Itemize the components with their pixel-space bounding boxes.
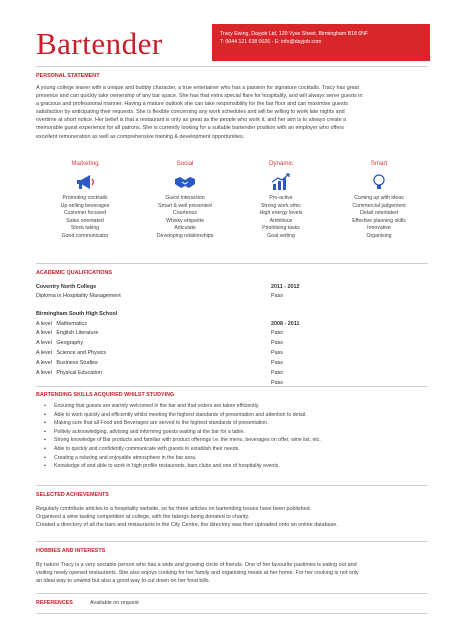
references-value: Available on request bbox=[90, 600, 139, 606]
qualification-row bbox=[36, 370, 428, 378]
cv-title: Bartender bbox=[36, 26, 163, 61]
qualification-row bbox=[36, 321, 428, 329]
achievement-line: Regularly contribute articles to a hospitality website, so far three articles on bartending issues have been published. bbox=[36, 506, 312, 512]
section-heading-academic: ACADEMIC QUALIFICATIONS bbox=[36, 270, 112, 276]
hobby-line: By nature Tracy is a very sociable person who has a wide and growing circle of friends. One of her favourite pastimes is eating out and bbox=[36, 562, 357, 568]
list-item: ▪ Making sure that all Food and Beverages are served to the highest standards of presentation. bbox=[36, 419, 428, 428]
section-heading-references: REFERENCES bbox=[36, 600, 73, 606]
skill-item: Prioritising tasks bbox=[262, 225, 300, 232]
skill-item: Developing relationships bbox=[156, 232, 214, 239]
skill-item: Whisky etiquette bbox=[165, 217, 205, 224]
skill-item: Commercial judgement bbox=[352, 202, 406, 209]
skill-item: Smart & well presented bbox=[158, 202, 212, 209]
divider bbox=[36, 263, 428, 264]
qualification-row bbox=[36, 360, 428, 368]
list-item: ▪ Creating a relaxing and enjoyable atmosphere in the bar area. bbox=[36, 454, 428, 463]
skill-item: Guest interaction bbox=[165, 195, 205, 201]
skill-item: Courteous bbox=[173, 210, 197, 217]
skill-item: Customer focused bbox=[63, 210, 107, 217]
level-label: A level bbox=[36, 370, 52, 376]
subject-cell bbox=[36, 340, 83, 346]
skill-column-social bbox=[136, 160, 234, 241]
achievements-text bbox=[36, 505, 428, 529]
skill-heading: Marketing bbox=[71, 160, 99, 167]
achievement-line: Created a directory of all the bars and restaurants in the City Centre, the directory was then uploaded onto an online database. bbox=[36, 522, 338, 529]
skill-heading: Dynamic bbox=[268, 160, 294, 167]
subject-name: Physical Education bbox=[56, 370, 102, 376]
hobby-line: an ideal way to unwind but also a good way to cut down on her food bills. bbox=[36, 578, 211, 585]
skill-item: Up-selling beverages bbox=[60, 202, 110, 209]
skill-heading: Social bbox=[176, 160, 194, 167]
personal-statement-text bbox=[36, 84, 428, 141]
statement-line: memorable guest experience for all patrons. She is currently looking for a suitable bartender position with an employer who offers bbox=[36, 125, 344, 132]
divider bbox=[36, 66, 428, 67]
subject-result: Pass bbox=[271, 350, 283, 356]
list-item: ▪ Able to work quickly and efficiently whilst meeting the highest standards of presentation and attention to detail. bbox=[36, 411, 428, 420]
divider bbox=[36, 613, 428, 614]
level-label: A level bbox=[36, 321, 52, 327]
skill-item: Detail orientated bbox=[360, 210, 398, 217]
list-item: ▪ Ensuring that guests are warmly welcomed in the bar and that orders are taken efficiently. bbox=[36, 402, 428, 411]
skill-item: Strong work ethic bbox=[260, 202, 302, 209]
subject-name: Mathematics bbox=[56, 321, 87, 327]
contact-address: Tracy Ewing, Dayjob Ltd, 120 Vyse Street, Birmingham B18 6NF bbox=[220, 31, 369, 37]
skill-heading: Smart bbox=[370, 160, 388, 167]
statement-line: a gracious and professional manner. Having a mature outlook she can take responsibility for the bar floor and can maximise guests bbox=[36, 101, 348, 108]
statement-line: satisfaction by anticipating their requests. She is flexible concerning any work schedules and will be willing to work late nights and bbox=[36, 109, 345, 116]
divider bbox=[36, 485, 428, 486]
statement-line: A young college leaver with a unique and bubbly character, a true entertainer who has a passion for signature cocktails. Tracy has great bbox=[36, 85, 360, 91]
school-years: 2008 - 2011 bbox=[271, 321, 300, 327]
skill-item: High energy levels bbox=[259, 210, 303, 217]
hobbies-text bbox=[36, 561, 428, 585]
school-name: Birmingham South High School bbox=[36, 311, 118, 317]
qualification-row bbox=[36, 311, 428, 319]
skill-column-smart bbox=[330, 160, 428, 241]
list-item: ▪ Knowledge of and able to work in high profile restaurants, bars clubs and one of hospitality events. bbox=[36, 462, 428, 471]
list-item: ▪ Politely acknowledging, advising and informing guests waiting at the bar for a table. bbox=[36, 428, 428, 437]
skill-item: Stock taking bbox=[70, 225, 100, 232]
subject-cell bbox=[36, 350, 106, 356]
hobby-line: visiting newly opened restaurants. She also enjoys cooking for her family and organising meals at her home. For her cooking is not only bbox=[36, 570, 359, 577]
school-years: 2011 - 2012 bbox=[271, 284, 300, 290]
handshake-icon bbox=[174, 173, 196, 191]
qualification-row bbox=[36, 293, 428, 301]
subject-result: Pass bbox=[271, 330, 283, 336]
megaphone-icon bbox=[74, 173, 96, 191]
contact-phone-email: T: 0044 121 638 0026 - E: info@dayjob.com bbox=[220, 39, 322, 45]
subject-cell bbox=[36, 330, 98, 336]
subject-cell bbox=[36, 370, 102, 376]
subject-result: Pass bbox=[271, 340, 283, 346]
skill-item: Innovative bbox=[367, 225, 391, 232]
skill-item: Articulate bbox=[174, 225, 196, 232]
skills-grid bbox=[36, 160, 428, 260]
skill-item: Organising bbox=[366, 232, 392, 239]
chart-icon bbox=[270, 173, 292, 191]
divider bbox=[36, 593, 428, 594]
contact-banner bbox=[212, 24, 430, 61]
course-name: Diploma in Hospitality Management bbox=[36, 293, 121, 299]
skill-column-dynamic bbox=[232, 160, 330, 241]
school-name: Coventry North College bbox=[36, 284, 97, 290]
statement-line: excellent remuneration as well as comprehensive training & development opportunities. bbox=[36, 133, 245, 140]
subject-name: English Literature bbox=[56, 330, 99, 336]
skill-item: Coming up with ideas bbox=[354, 195, 404, 201]
section-heading-bartending: BARTENDING SKILLS ACQUIRED WHILST STUDYING bbox=[36, 392, 175, 398]
level-label: A level bbox=[36, 340, 52, 346]
skill-item: Pro-active bbox=[269, 195, 293, 201]
skill-item: Promoting cocktails bbox=[62, 195, 108, 201]
statement-line: presence and can quickly take ownership of any bar space. She has that extra special flare for hospitality, and will always serve guests in bbox=[36, 93, 363, 100]
skill-item: Ambitious bbox=[269, 217, 293, 224]
skill-item: Sales orientated bbox=[66, 217, 104, 224]
lightbulb-icon bbox=[368, 173, 390, 191]
section-heading-personal: PERSONAL STATEMENT bbox=[36, 73, 100, 79]
achievement-line: Organised a wine tasting competition at college, with the takings being donated to charity. bbox=[36, 514, 250, 521]
list-item: ▪ Strong knowledge of Bar products and familiar with product offerings i.e. the menu, beverages on offer, wine list, etc. bbox=[36, 436, 428, 445]
subject-result: Pass bbox=[271, 370, 283, 376]
subject-result: Pass bbox=[271, 360, 283, 366]
subject-name: Science and Physics bbox=[56, 350, 107, 356]
level-label: A level bbox=[36, 330, 52, 336]
qualification-row bbox=[36, 330, 428, 338]
qualification-row bbox=[36, 340, 428, 348]
subject-name: Business Studies bbox=[56, 360, 98, 366]
subject-result: Pass bbox=[271, 380, 283, 386]
divider bbox=[36, 386, 428, 387]
bartending-skills-list bbox=[36, 402, 428, 471]
subject-cell bbox=[36, 360, 98, 366]
course-result: Pass bbox=[271, 293, 283, 299]
divider bbox=[36, 541, 428, 542]
section-heading-hobbies: HOBBIES AND INTERESTS bbox=[36, 548, 106, 554]
qualification-row bbox=[36, 350, 428, 358]
list-item: ▪ Able to quickly and confidently communicate with guests to establish their needs. bbox=[36, 445, 428, 454]
skill-column-marketing bbox=[36, 160, 134, 241]
level-label: A level bbox=[36, 360, 52, 366]
subject-name: Geography bbox=[56, 340, 84, 346]
skill-item: Good communicator bbox=[61, 232, 109, 239]
statement-line: overtime at short notice. Her belief is that a restaurant is only as great as the people who work it, and her aim is to always create a bbox=[36, 117, 347, 124]
qualification-row bbox=[36, 284, 428, 292]
section-heading-achievements: SELECTED ACHIEVEMENTS bbox=[36, 492, 109, 498]
skill-item: Effective planning skills bbox=[352, 217, 406, 224]
subject-cell bbox=[36, 321, 87, 327]
skill-item: Goal setting bbox=[267, 232, 295, 239]
level-label: A level bbox=[36, 350, 52, 356]
